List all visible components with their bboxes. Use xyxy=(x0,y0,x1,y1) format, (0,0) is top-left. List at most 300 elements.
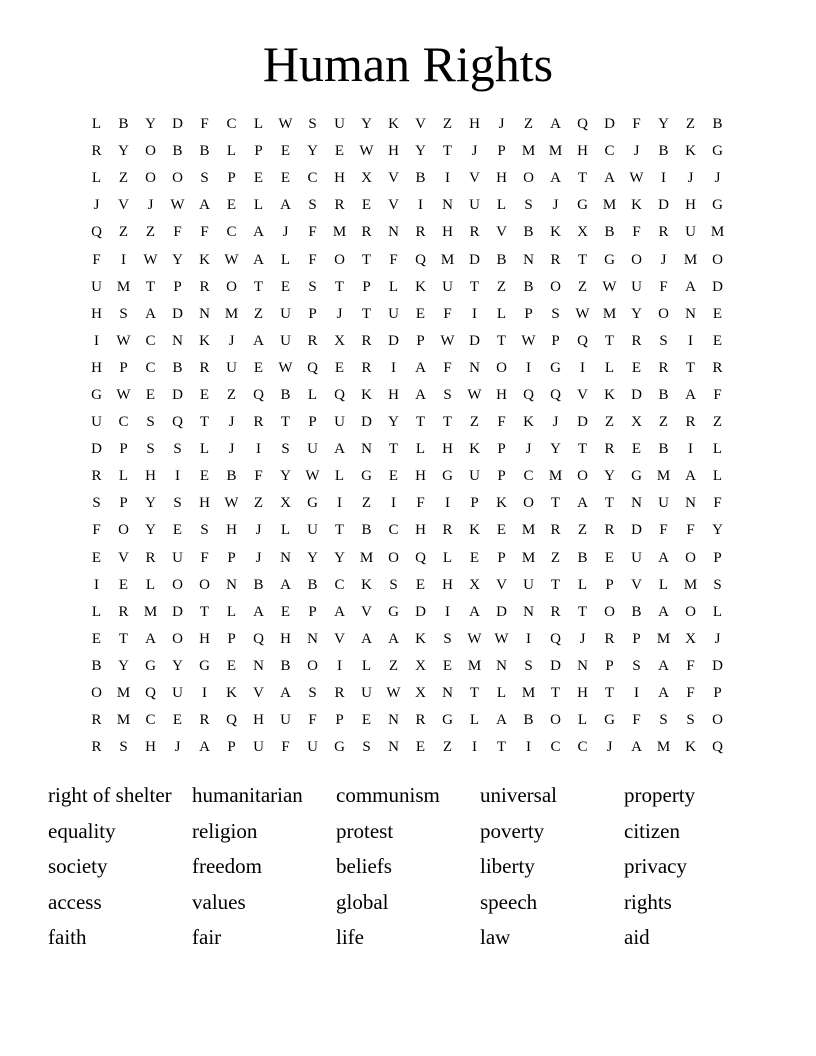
grid-letter: P xyxy=(362,278,371,295)
grid-letter: S xyxy=(632,657,641,674)
grid-letter: J xyxy=(552,197,559,214)
grid-letter: W xyxy=(359,143,374,160)
grid-letter: C xyxy=(577,739,588,756)
grid-letter: I xyxy=(526,739,531,756)
word-list-item: poverty xyxy=(480,818,545,843)
grid-letter: O xyxy=(307,657,318,674)
grid-letter: I xyxy=(445,603,450,620)
grid-letter: J xyxy=(687,170,694,187)
grid-letter: Q xyxy=(415,251,426,268)
grid-letter: A xyxy=(685,386,696,403)
grid-row xyxy=(83,680,731,707)
grid-letter: U xyxy=(658,495,669,512)
grid-letter: O xyxy=(523,495,534,512)
grid-letter: Y xyxy=(307,143,318,160)
grid-letter: S xyxy=(686,712,695,729)
grid-letter: T xyxy=(550,576,561,593)
grid-letter: Q xyxy=(577,332,588,349)
grid-letter: U xyxy=(631,549,642,566)
grid-letter: O xyxy=(172,630,183,647)
grid-letter: E xyxy=(469,549,480,566)
word-list-item: values xyxy=(192,889,246,914)
grid-letter: Z xyxy=(712,414,723,431)
grid-letter: Z xyxy=(685,116,696,133)
grid-letter: K xyxy=(604,386,615,403)
grid-letter: Z xyxy=(361,495,372,512)
grid-letter: R xyxy=(550,522,561,539)
grid-row xyxy=(83,517,731,544)
grid-letter: O xyxy=(145,143,156,160)
grid-letter: T xyxy=(577,441,588,458)
grid-letter: P xyxy=(713,549,722,566)
grid-letter: O xyxy=(631,251,642,268)
grid-letter: E xyxy=(712,305,723,322)
grid-letter: T xyxy=(604,332,615,349)
grid-letter: B xyxy=(523,278,534,295)
grid-letter: R xyxy=(415,712,426,729)
grid-letter: E xyxy=(496,522,507,539)
grid-letter: R xyxy=(550,603,561,620)
grid-letter: U xyxy=(307,522,318,539)
grid-letter: I xyxy=(472,739,477,756)
grid-letter: M xyxy=(710,224,725,241)
grid-letter: T xyxy=(577,170,588,187)
grid-letter: S xyxy=(173,441,182,458)
grid-letter: L xyxy=(496,685,507,702)
grid-letter: Z xyxy=(469,414,480,431)
grid-letter: P xyxy=(605,657,614,674)
grid-letter: O xyxy=(388,549,399,566)
grid-letter: I xyxy=(526,359,531,376)
grid-letter: C xyxy=(226,116,237,133)
grid-row xyxy=(83,436,731,463)
grid-letter: R xyxy=(550,251,561,268)
grid-letter: N xyxy=(442,685,453,702)
grid-letter: F xyxy=(632,116,641,133)
word-list-item: freedom xyxy=(192,854,262,879)
grid-letter: N xyxy=(388,224,399,241)
grid-letter: L xyxy=(577,712,588,729)
grid-letter: F xyxy=(713,495,722,512)
grid-letter: Q xyxy=(550,386,561,403)
grid-letter: E xyxy=(712,332,723,349)
grid-letter: R xyxy=(118,603,129,620)
grid-letter: E xyxy=(415,305,426,322)
grid-letter: U xyxy=(469,197,480,214)
grid-letter: S xyxy=(524,657,533,674)
grid-letter: D xyxy=(361,414,372,431)
grid-letter: T xyxy=(280,414,291,431)
grid-letter: Y xyxy=(307,549,318,566)
grid-letter: E xyxy=(199,386,210,403)
grid-letter: A xyxy=(280,685,291,702)
grid-letter: D xyxy=(388,332,399,349)
grid-letter: S xyxy=(281,441,290,458)
grid-letter: Q xyxy=(550,630,561,647)
grid-letter: S xyxy=(713,576,722,593)
grid-letter: S xyxy=(443,386,452,403)
grid-letter: M xyxy=(116,278,131,295)
grid-letter: B xyxy=(523,712,534,729)
grid-letter: E xyxy=(253,170,264,187)
word-list-item: fair xyxy=(192,925,222,950)
grid-letter: I xyxy=(445,495,450,512)
grid-letter: R xyxy=(631,332,642,349)
grid-letter: J xyxy=(174,739,181,756)
grid-letter: C xyxy=(307,170,318,187)
grid-letter: O xyxy=(91,685,102,702)
grid-letter: Z xyxy=(523,116,534,133)
word-list-item: protest xyxy=(336,818,394,843)
grid-letter: Y xyxy=(172,251,183,268)
grid-letter: A xyxy=(415,386,426,403)
grid-letter: L xyxy=(253,197,264,214)
grid-letter: B xyxy=(658,386,669,403)
grid-row xyxy=(83,626,731,653)
grid-letter: L xyxy=(307,386,318,403)
grid-letter: B xyxy=(631,603,642,620)
grid-letter: W xyxy=(116,386,131,403)
grid-letter: D xyxy=(172,116,183,133)
grid-letter: M xyxy=(602,197,617,214)
grid-letter: D xyxy=(577,414,588,431)
grid-letter: E xyxy=(199,468,210,485)
grid-letter: W xyxy=(575,305,590,322)
grid-letter: O xyxy=(658,305,669,322)
grid-letter: T xyxy=(118,630,129,647)
grid-letter: Q xyxy=(172,414,183,431)
grid-letter: M xyxy=(224,305,239,322)
grid-letter: J xyxy=(93,197,100,214)
grid-letter: R xyxy=(253,414,264,431)
grid-row xyxy=(83,490,731,517)
grid-letter: I xyxy=(94,332,99,349)
grid-letter: R xyxy=(199,278,210,295)
word-list-item: speech xyxy=(480,889,538,914)
grid-letter: P xyxy=(497,468,506,485)
grid-letter: U xyxy=(172,549,183,566)
grid-letter: P xyxy=(119,495,128,512)
grid-letter: U xyxy=(226,359,237,376)
grid-letter: O xyxy=(523,170,534,187)
grid-letter: L xyxy=(415,441,426,458)
grid-letter: J xyxy=(147,197,154,214)
grid-letter: F xyxy=(308,224,317,241)
grid-letter: I xyxy=(634,685,639,702)
grid-letter: E xyxy=(118,576,129,593)
grid-letter: U xyxy=(307,441,318,458)
grid-letter: N xyxy=(199,305,210,322)
grid-letter: G xyxy=(712,197,723,214)
grid-letter: H xyxy=(469,116,480,133)
grid-letter: E xyxy=(631,359,642,376)
grid-letter: V xyxy=(415,116,426,133)
grid-letter: Y xyxy=(658,116,669,133)
grid-letter: X xyxy=(280,495,291,512)
grid-letter: U xyxy=(442,278,453,295)
grid-letter: S xyxy=(443,630,452,647)
grid-letter: T xyxy=(388,441,399,458)
grid-letter: W xyxy=(224,251,239,268)
grid-letter: L xyxy=(658,576,669,593)
grid-letter: H xyxy=(145,739,156,756)
grid-letter: R xyxy=(91,143,102,160)
grid-letter: F xyxy=(92,251,101,268)
grid-letter: A xyxy=(685,468,696,485)
grid-letter: N xyxy=(361,441,372,458)
grid-letter: V xyxy=(388,170,399,187)
grid-letter: A xyxy=(631,739,642,756)
grid-letter: E xyxy=(415,739,426,756)
grid-letter: G xyxy=(577,197,588,214)
grid-letter: H xyxy=(388,386,399,403)
grid-letter: U xyxy=(388,305,399,322)
grid-letter: J xyxy=(660,251,667,268)
grid-letter: G xyxy=(388,603,399,620)
grid-letter: R xyxy=(442,522,453,539)
grid-letter: L xyxy=(577,576,588,593)
grid-letter: O xyxy=(685,549,696,566)
grid-letter: W xyxy=(629,170,644,187)
grid-letter: C xyxy=(145,359,156,376)
grid-letter: O xyxy=(577,468,588,485)
grid-letter: J xyxy=(579,630,586,647)
grid-letter: E xyxy=(280,603,291,620)
grid-letter: G xyxy=(442,712,453,729)
grid-letter: H xyxy=(442,224,453,241)
grid-letter: M xyxy=(521,143,536,160)
grid-letter: Z xyxy=(658,414,669,431)
grid-letter: D xyxy=(172,603,183,620)
grid-letter: K xyxy=(523,414,534,431)
grid-letter: A xyxy=(145,630,156,647)
grid-letter: I xyxy=(445,170,450,187)
grid-letter: V xyxy=(496,224,507,241)
grid-letter: W xyxy=(602,278,617,295)
grid-letter: U xyxy=(280,305,291,322)
grid-letter: A xyxy=(253,332,264,349)
grid-letter: H xyxy=(496,386,507,403)
grid-letter: R xyxy=(145,549,156,566)
grid-letter: H xyxy=(388,143,399,160)
grid-letter: H xyxy=(199,495,210,512)
grid-letter: Q xyxy=(307,359,318,376)
grid-letter: G xyxy=(631,468,642,485)
grid-letter: W xyxy=(143,251,158,268)
grid-letter: T xyxy=(685,359,696,376)
grid-letter: O xyxy=(550,278,561,295)
grid-letter: A xyxy=(280,576,291,593)
grid-letter: I xyxy=(202,685,207,702)
grid-letter: M xyxy=(467,657,482,674)
grid-letter: Y xyxy=(550,441,561,458)
grid-letter: G xyxy=(442,468,453,485)
grid-letter: O xyxy=(199,576,210,593)
grid-letter: L xyxy=(442,549,453,566)
grid-letter: S xyxy=(119,305,128,322)
grid-letter: V xyxy=(388,197,399,214)
grid-letter: I xyxy=(337,495,342,512)
grid-letter: G xyxy=(334,739,345,756)
grid-letter: I xyxy=(526,630,531,647)
grid-letter: B xyxy=(199,143,210,160)
grid-letter: Q xyxy=(226,712,237,729)
grid-letter: I xyxy=(418,197,423,214)
grid-letter: R xyxy=(91,712,102,729)
grid-letter: F xyxy=(281,739,290,756)
word-list-item: life xyxy=(336,925,364,950)
grid-letter: P xyxy=(551,332,560,349)
grid-letter: T xyxy=(550,685,561,702)
grid-letter: I xyxy=(688,441,693,458)
grid-letter: J xyxy=(633,143,640,160)
grid-letter: R xyxy=(469,224,480,241)
grid-letter: T xyxy=(469,278,480,295)
grid-letter: M xyxy=(332,224,347,241)
grid-letter: C xyxy=(604,143,615,160)
grid-letter: H xyxy=(334,170,345,187)
grid-letter: P xyxy=(497,441,506,458)
grid-letter: F xyxy=(92,522,101,539)
grid-letter: K xyxy=(361,576,372,593)
grid-row xyxy=(83,382,731,409)
grid-letter: D xyxy=(415,603,426,620)
grid-letter: A xyxy=(550,170,561,187)
grid-letter: D xyxy=(604,116,615,133)
grid-letter: N xyxy=(280,549,291,566)
grid-letter: D xyxy=(712,657,723,674)
grid-row xyxy=(83,111,731,138)
grid-letter: W xyxy=(386,685,401,702)
grid-letter: H xyxy=(415,468,426,485)
grid-letter: E xyxy=(91,630,102,647)
grid-letter: M xyxy=(521,549,536,566)
grid-letter: U xyxy=(91,278,102,295)
grid-row xyxy=(83,545,731,572)
grid-letter: U xyxy=(307,739,318,756)
grid-letter: S xyxy=(146,414,155,431)
grid-letter: S xyxy=(551,305,560,322)
grid-letter: L xyxy=(91,603,102,620)
grid-letter: Z xyxy=(118,170,129,187)
grid-letter: L xyxy=(712,603,723,620)
grid-letter: Z xyxy=(388,657,399,674)
grid-letter: T xyxy=(577,251,588,268)
grid-letter: L xyxy=(118,468,129,485)
word-list-item: liberty xyxy=(480,854,535,879)
grid-letter: T xyxy=(550,495,561,512)
grid-letter: H xyxy=(577,685,588,702)
word-list-item: right of shelter xyxy=(48,783,172,808)
grid-letter: V xyxy=(631,576,642,593)
grid-letter: W xyxy=(278,116,293,133)
grid-letter: S xyxy=(308,685,317,702)
grid-letter: B xyxy=(523,224,534,241)
grid-letter: D xyxy=(496,603,507,620)
grid-letter: N xyxy=(307,630,318,647)
grid-letter: F xyxy=(200,116,209,133)
grid-letter: O xyxy=(118,522,129,539)
word-list-item: law xyxy=(480,925,511,950)
grid-letter: A xyxy=(199,739,210,756)
grid-letter: U xyxy=(469,468,480,485)
grid-letter: R xyxy=(307,332,318,349)
grid-letter: E xyxy=(280,170,291,187)
grid-letter: N xyxy=(577,657,588,674)
grid-letter: E xyxy=(415,576,426,593)
grid-letter: H xyxy=(415,522,426,539)
grid-letter: L xyxy=(604,359,615,376)
grid-letter: Z xyxy=(577,522,588,539)
grid-letter: L xyxy=(712,468,723,485)
grid-letter: Y xyxy=(118,143,129,160)
grid-letter: U xyxy=(685,224,696,241)
grid-letter: X xyxy=(415,657,426,674)
grid-letter: D xyxy=(172,386,183,403)
grid-letter: C xyxy=(334,576,345,593)
grid-letter: V xyxy=(334,630,345,647)
grid-letter: K xyxy=(685,739,696,756)
grid-letter: W xyxy=(170,197,185,214)
grid-letter: J xyxy=(714,170,721,187)
grid-letter: W xyxy=(116,332,131,349)
grid-letter: S xyxy=(200,522,209,539)
grid-letter: G xyxy=(604,251,615,268)
grid-letter: E xyxy=(388,468,399,485)
grid-letter: I xyxy=(256,441,261,458)
grid-letter: O xyxy=(172,576,183,593)
grid-letter: X xyxy=(577,224,588,241)
grid-letter: F xyxy=(443,359,452,376)
grid-letter: C xyxy=(226,224,237,241)
grid-letter: R xyxy=(658,224,669,241)
grid-letter: M xyxy=(656,739,671,756)
grid-letter: S xyxy=(524,197,533,214)
grid-letter: R xyxy=(91,739,102,756)
grid-letter: P xyxy=(308,305,317,322)
grid-letter: J xyxy=(714,630,721,647)
grid-letter: L xyxy=(226,603,237,620)
grid-letter: E xyxy=(631,441,642,458)
grid-letter: R xyxy=(334,197,345,214)
grid-letter: T xyxy=(604,495,615,512)
grid-letter: O xyxy=(226,278,237,295)
grid-letter: X xyxy=(415,685,426,702)
grid-letter: F xyxy=(389,251,398,268)
grid-letter: U xyxy=(280,332,291,349)
grid-letter: T xyxy=(415,414,426,431)
grid-letter: Y xyxy=(334,549,345,566)
grid-row xyxy=(83,572,731,599)
grid-letter: K xyxy=(388,116,399,133)
grid-row xyxy=(83,219,731,246)
grid-letter: S xyxy=(659,332,668,349)
grid-letter: B xyxy=(307,576,318,593)
grid-letter: O xyxy=(604,603,615,620)
grid-letter: A xyxy=(415,359,426,376)
grid-letter: E xyxy=(361,197,372,214)
grid-letter: R xyxy=(91,468,102,485)
grid-letter: M xyxy=(359,549,374,566)
grid-letter: X xyxy=(334,332,345,349)
grid-letter: D xyxy=(631,386,642,403)
grid-letter: Y xyxy=(388,414,399,431)
grid-letter: I xyxy=(472,305,477,322)
grid-letter: N xyxy=(388,739,399,756)
grid-letter: T xyxy=(496,332,507,349)
grid-letter: L xyxy=(226,143,237,160)
grid-letter: U xyxy=(91,414,102,431)
